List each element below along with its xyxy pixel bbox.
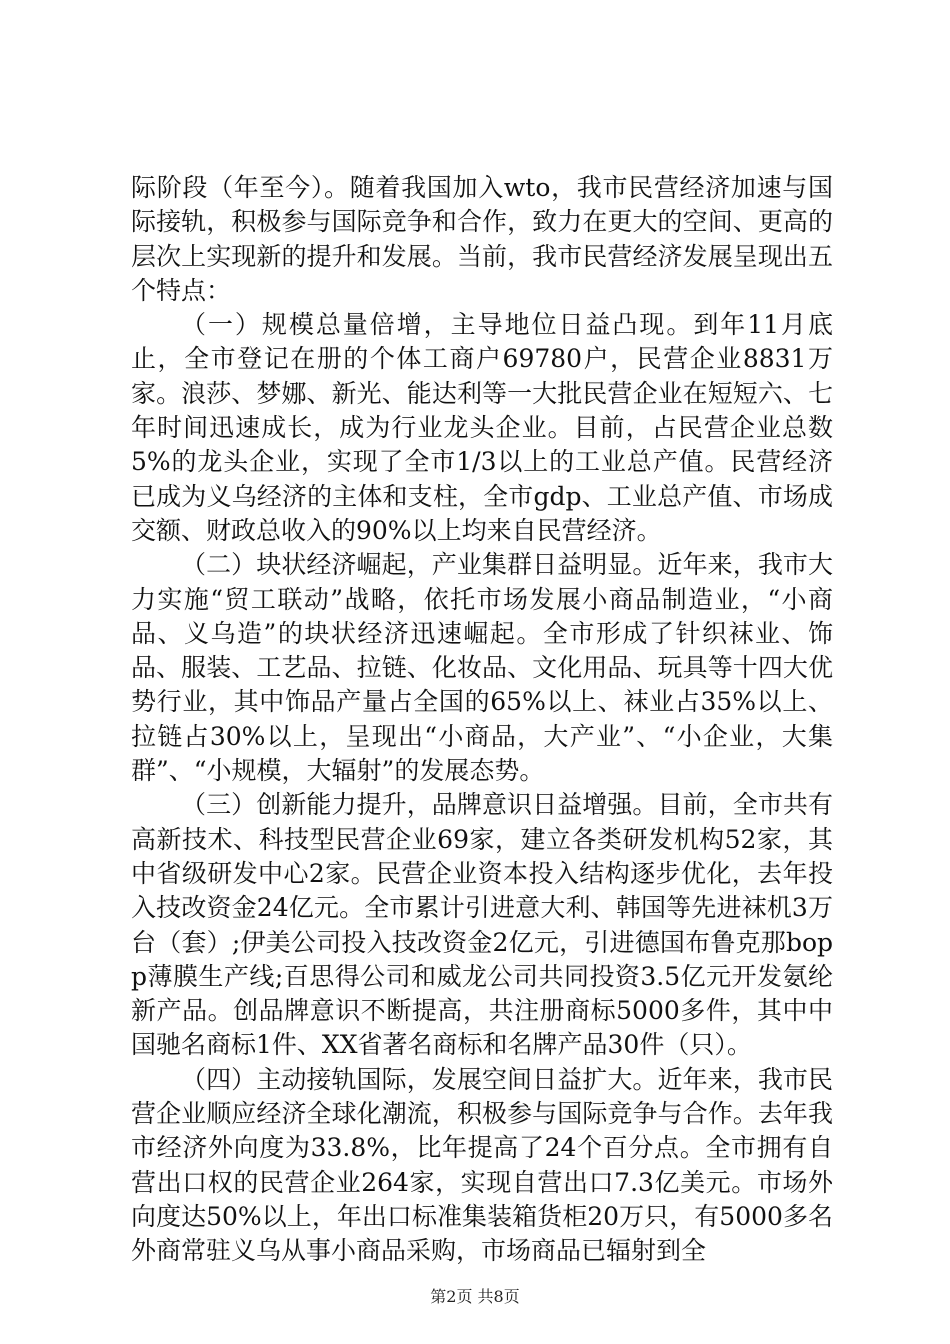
document-body [131, 171, 833, 1269]
paragraph-continuation: 际阶段（年至今）。随着我国加入wto，我市民营经济加速与国际接轨，积极参与国际竞争和合作，致力在更大的空间、更高的层次上实现新的提升和发展。当前，我市民营经济发展呈现出五个特点： [131, 173, 833, 305]
paragraph-feature-4: （四）主动接轨国际，发展空间日益扩大。近年来，我市民营企业顺应经济全球化潮流，积极参与国际竞争与合作。去年我市经济外向度为33.8%，比年提高了24个百分点。全市拥有自营出口权的民营企业264家，实现自营出口7.3亿美元。市场外向度达50%以上，年出口标准集装箱货柜20万只，有5000多名外商常驻义乌从事小商品采购，市场商品已辐射到全 [131, 1064, 833, 1266]
paragraph-feature-1: （一）规模总量倍增，主导地位日益凸现。到年11月底止，全市登记在册的个体工商户69780户，民营企业8831万家。浪莎、梦娜、新光、能达利等一大批民营企业在短短六、七年时间迅速成长，成为行业龙头企业。目前，占民营企业总数5%的龙头企业，实现了全市1/3以上的工业总产值。民营经济已成为义乌经济的主体和支柱，全市gdp、工业总产值、市场成交额、财政总收入的90%以上均来自民营经济。 [131, 310, 833, 545]
page-footer: 第2页 共8页 [430, 1287, 520, 1306]
paragraph-feature-2: （二）块状经济崛起，产业集群日益明显。近年来，我市大力实施“贸工联动”战略，依托市场发展小商品制造业，“小商品、义乌造”的块状经济迅速崛起。全市形成了针织袜业、饰品、服装、工艺品、拉链、化妆品、文化用品、玩具等十四大优势行业，其中饰品产量占全国的65%以上、袜业占35%以上、拉链占30%以上，呈现出“小商品，大产业”、“小企业，大集群”、“小规模，大辐射”的发展态势。 [131, 550, 833, 786]
paragraph-feature-3: （三）创新能力提升，品牌意识日益增强。目前，全市共有高新技术、科技型民营企业69家，建立各类研发机构52家，其中省级研发中心2家。民营企业资本投入结构逐步优化，去年投入技改资金24亿元。全市累计引进意大利、韩国等先进袜机3万台（套）;伊美公司投入技改资金2亿元，引进德国布鲁克那bopp薄膜生产线;百思得公司和威龙公司共同投资3.5亿元开发氨纶新产品。创品牌意识不断提高，共注册商标5000多件，其中中国驰名商标1件、XX省著名商标和名牌产品30件（只）。 [131, 790, 833, 1060]
